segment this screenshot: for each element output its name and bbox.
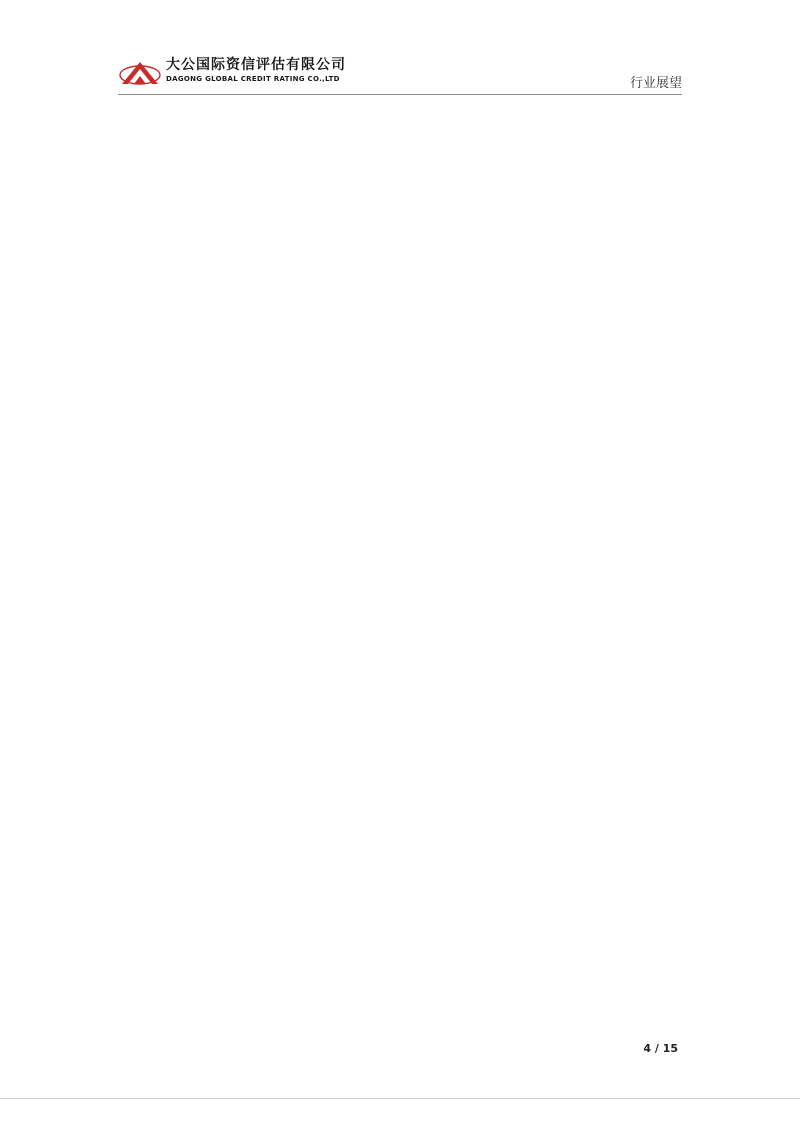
company-name-cn: 大公国际资信评估有限公司 [166,57,346,73]
header-divider [118,94,682,95]
page-header [0,0,800,96]
report-category: 行业展望 [629,76,682,91]
page-number: 4 / 15 [643,1042,678,1055]
company-name-en: DAGONG GLOBAL CREDIT RATING CO.,LTD [166,75,340,83]
footer-divider [0,1098,800,1099]
company-logo [118,58,162,88]
company-block [166,56,426,84]
